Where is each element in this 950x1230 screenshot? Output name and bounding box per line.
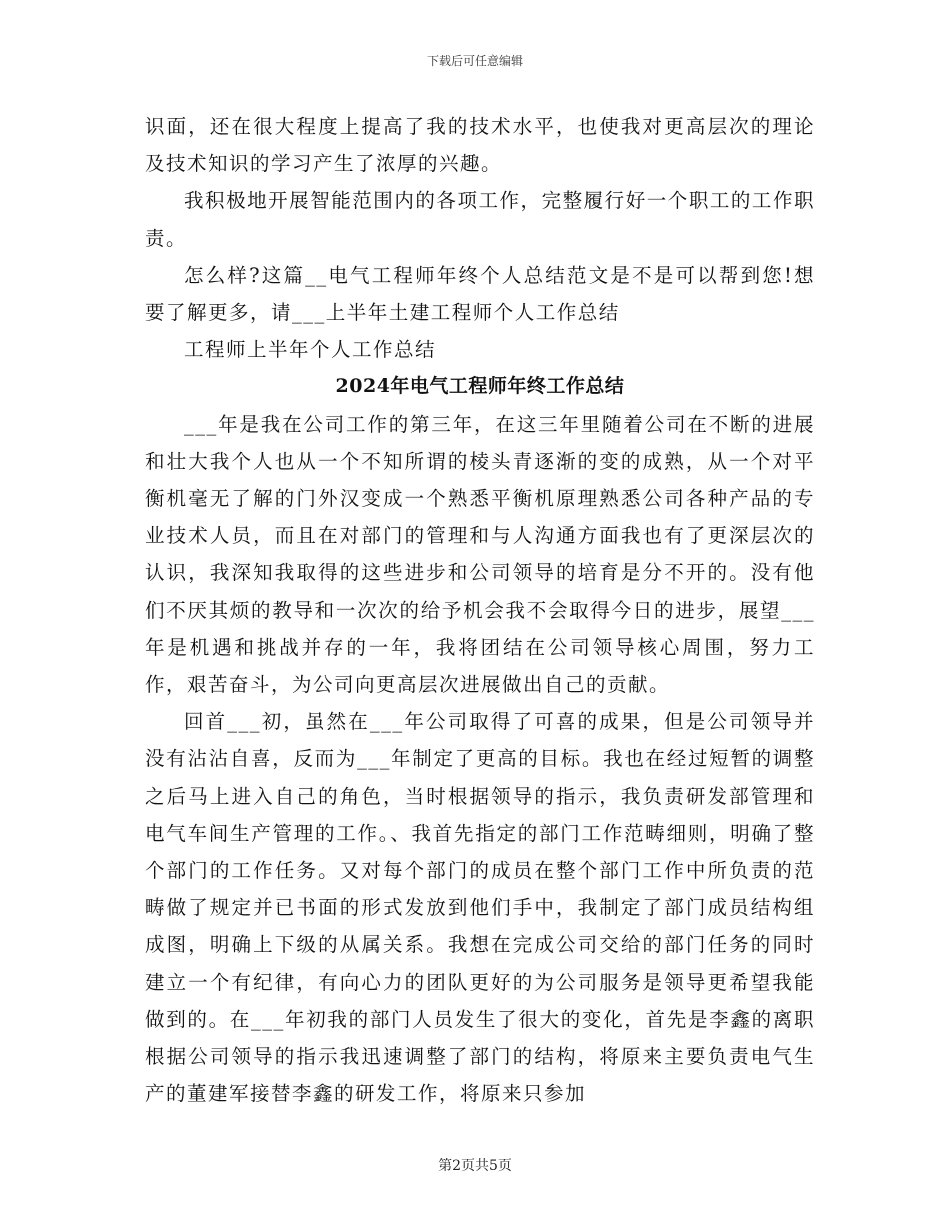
paragraph-related-title: 工程师上半年个人工作总结 (184, 338, 437, 362)
page-number: 第2页共5页 (438, 1158, 512, 1174)
paragraph-review: 回首___初，虽然在___年公司取得了可喜的成果，但是公司领导并没有沾沾自喜，反而为___年制定了更高的目标。我也在经过短暂的调整之后马上进入自己的角色，当时根据领导的指示，我负责研发部管理和电气车间生产管理的工作。、我首先指定的部门工作范畴细则，明确了整个部门的工作任务。又对每个部门的成员在整个部门工作中所负责的范畴做了规定并已书面的形式发放到他们手中，我制定了部门成员结构组成图，明确上下级的从属关系。我想在完成公司交给的部门任务的同时建立一个有纪律，有向心力的团队更好的为公司服务是领导更希望我能做到的。在___年初我的部门人员发生了很大的变化，首先是李鑫的离职根据公司领导的指示我迅速调整了部门的结构，将原来主要负责电气生产的董建军接替李鑫的研发工作，将原来只参加 (145, 710, 815, 1106)
document-body (145, 108, 815, 1112)
paragraph-intro: ___年是我在公司工作的第三年，在这三年里随着公司在不断的进展和壮大我个人也从一个不知所谓的棱头青逐渐的变的成熟，从一个对平衡机毫无了解的门外汉变成一个熟悉平衡机原理熟悉公司各种产品的专业技术人员，而且在对部门的管理和与人沟通方面我也有了更深层次的认识，我深知我取得的这些进步和公司领导的培育是分不开的。没有他们不厌其烦的教导和一次次的给予机会我不会取得今日的进步，展望___年是机遇和挑战并存的一年，我将团结在公司领导核心周围，努力工作，艰苦奋斗，为公司向更高层次进展做出自己的贡献。 (145, 412, 815, 697)
paragraph-promo: 怎么样?这篇__电气工程师年终个人总结范文是不是可以帮到您!想要了解更多，请___上半年土建工程师个人工作总结 (145, 263, 815, 325)
paragraph-continued: 识面，还在很大程度上提高了我的技术水平，也使我对更高层次的理论及技术知识的学习产生了浓厚的兴趣。 (145, 115, 815, 176)
section-title: 2024年电气工程师年终工作总结 (335, 375, 625, 398)
page-header-note: 下载后可任意编辑 (426, 54, 523, 68)
paragraph-duties: 我积极地开展智能范围内的各项工作，完整履行好一个职工的工作职责。 (145, 189, 815, 250)
